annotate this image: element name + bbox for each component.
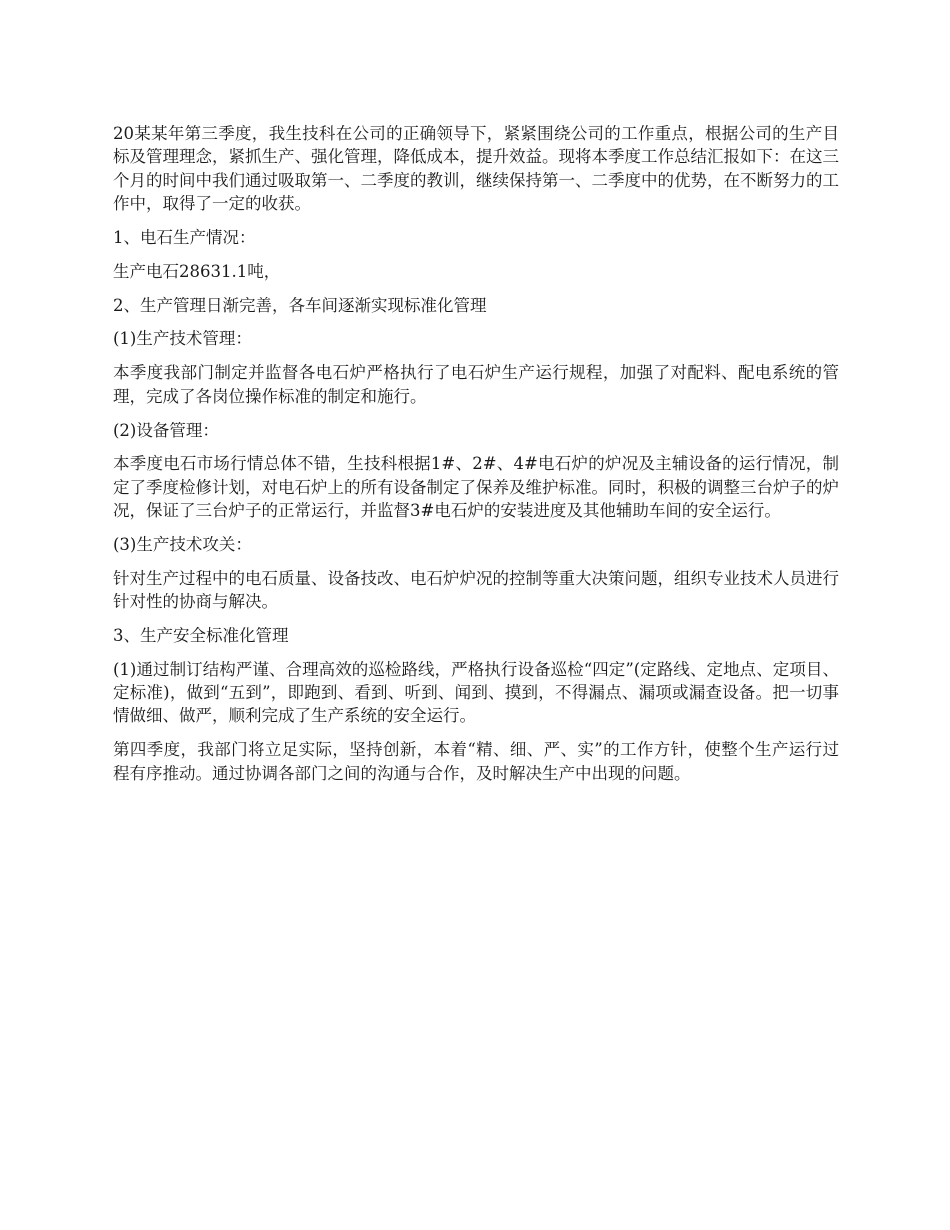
section-3-heading: 3、生产安全标准化管理 [113,625,289,645]
subsection-2-1-heading: (1)生产技术管理： [113,329,252,349]
intro-paragraph: 20某某年第三季度，我生技科在公司的正确领导下，紧紧围绕公司的工作重点，根据公司的生产目标及管理理念，紧抓生产、强化管理，降低成本，提升效益。现将本季度工作总结汇报如下：在这三个月的时间中我们通过吸取第一、二季度的教训，继续保持第一、二季度中的优势，在不断努力的工作中，取得了一定的收获。 [113,124,839,213]
technical-breakthrough-paragraph: 针对生产过程中的电石质量、设备技改、电石炉炉况的控制等重大决策问题，组织专业技术人员进行针对性的协商与解决。 [113,568,839,612]
section-2-heading: 2、生产管理日渐完善，各车间逐渐实现标准化管理 [113,295,487,315]
safety-inspection-paragraph: (1)通过制订结构严谨、合理高效的巡检路线，严格执行设备巡检“四定”(定路线、定地点、定项目、定标准)，做到“五到”，即跑到、看到、听到、闻到、摸到，不得漏点、漏项或漏查设备。把一切事情做细、做严，顺利完成了生产系统的安全运行。 [113,659,839,726]
equipment-management-paragraph: 本季度电石市场行情总体不错，生技科根据1#、2#、4#电石炉的炉况及主辅设备的运行情况，制定了季度检修计划，对电石炉上的所有设备制定了保养及维护标准。同时，积极的调整三台炉子的炉况，保证了三台炉子的正常运行，并监督3#电石炉的安装进度及其他辅助车间的安全运行。 [113,454,839,521]
production-output-paragraph: 生产电石28631.1吨， [113,261,281,281]
technical-management-paragraph: 本季度我部门制定并监督各电石炉严格执行了电石炉生产运行规程，加强了对配料、配电系统的管理，完成了各岗位操作标准的制定和施行。 [113,363,839,406]
subsection-2-3-heading: (3)生产技术攻关： [113,534,252,554]
document-body [113,122,839,796]
fourth-quarter-plan-paragraph: 第四季度，我部门将立足实际，坚持创新，本着“精、细、严、实”的工作方针，使整个生产运行过程有序推动。通过协调各部门之间的沟通与合作，及时解决生产中出现的问题。 [113,740,839,783]
section-1-heading: 1、电石生产情况： [113,227,256,247]
subsection-2-2-heading: (2)设备管理： [113,420,219,440]
